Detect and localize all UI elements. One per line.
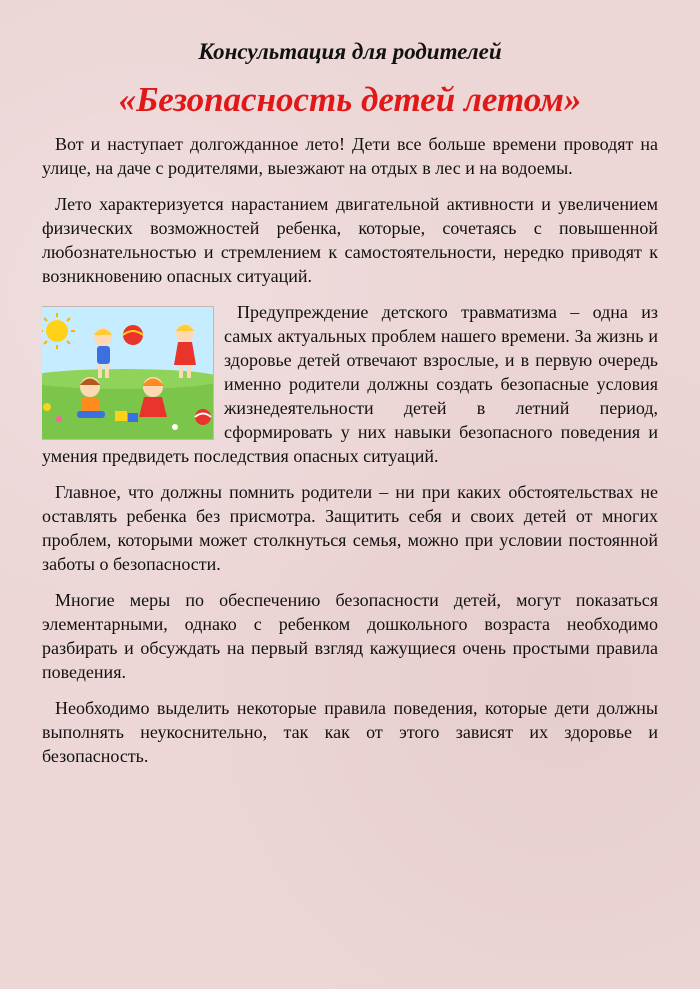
- paragraph-intro: Вот и наступает долгожданное лето! Дети все больше времени проводят на улице, на даче с родителями, выезжают на отдых в лес и на водоемы.: [42, 134, 658, 178]
- illustrated-section: [42, 300, 658, 480]
- paragraph-prevention: Предупреждение детского травматизма – одна из самых актуальных проблем нашего времени. За жизнь и здоровье детей отвечают взрослые, и в первую очередь именно родители должны создать безопасные условия жизнедеятельности детей в летний период, сформировать у них навыки безопасного поведения и умения предвидеть последствия опасных ситуаций.: [42, 302, 658, 466]
- consultation-page: [42, 30, 658, 780]
- paragraph-measures: Многие меры по обеспечению безопасности детей, могут показаться элементарными, однако с ребенком дошкольного возраста необходимо разбирать и обсуждать на первый взгляд кажущиеся очень простыми правила поведения.: [42, 590, 658, 682]
- children-playing-illustration: [42, 306, 214, 440]
- paragraph-rules: Необходимо выделить некоторые правила поведения, которые дети должны выполнять неукоснительно, так как от этого зависят их здоровье и безопасность.: [42, 698, 658, 766]
- page-title: «Безопасность детей летом»: [118, 80, 582, 119]
- page-subtitle: Консультация для родителей: [198, 39, 502, 64]
- paragraph-activity: Лето характеризуется нарастанием двигательной активности и увеличением физических возможностей ребенка, которые, сочетаясь с повышенной любознательностью и стремлением к самостоятельности, нередко приводят к возникновению опасных ситуаций.: [42, 194, 658, 286]
- paragraph-main-rule: Главное, что должны помнить родители – ни при каких обстоятельствах не оставлять ребенка без присмотра. Защитить себя и своих детей от многих проблем, которыми может столкнуться семья, можно при условии постоянной заботы о безопасности.: [42, 482, 658, 574]
